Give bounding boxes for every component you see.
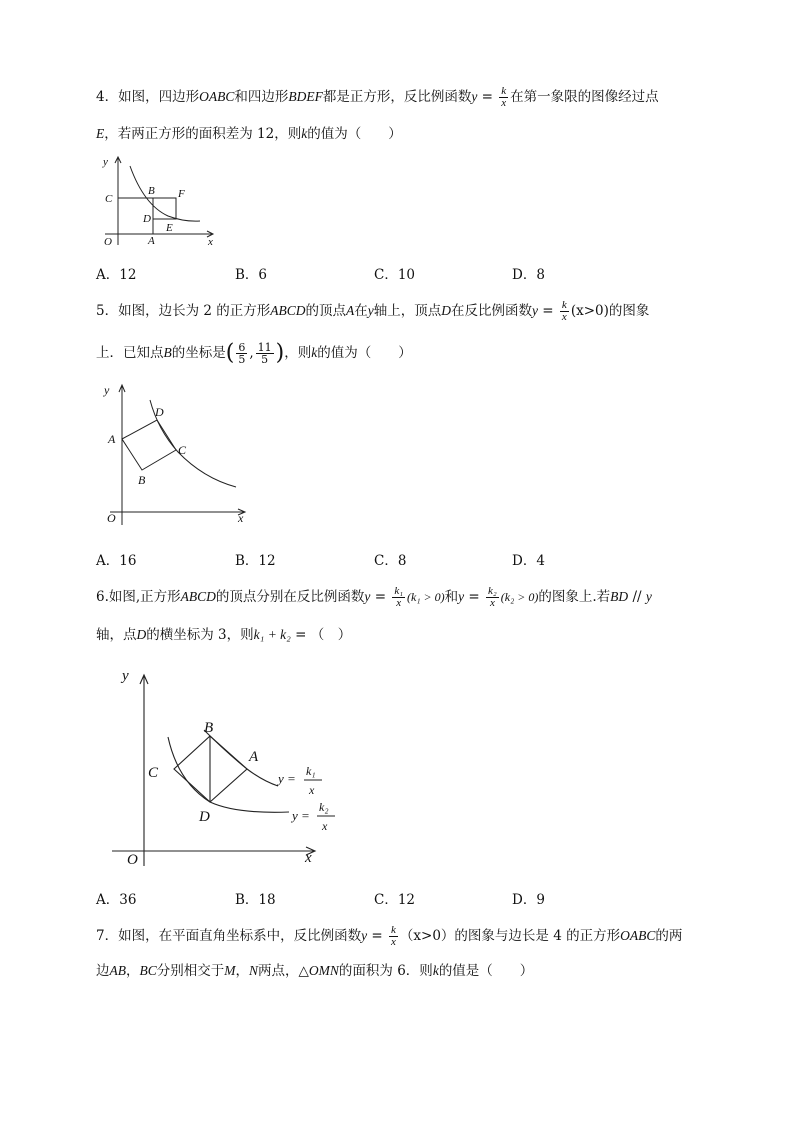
q4-frac-den: x (501, 97, 507, 109)
q5-x-arrow (238, 509, 245, 515)
q6-y-arrow (140, 675, 148, 684)
q4-e: E (96, 126, 105, 141)
q6-eq2-y: y = (292, 808, 310, 823)
q4-label-d: D (143, 213, 151, 225)
q7-line1 (96, 925, 682, 948)
q5-paren-right: ) (275, 340, 285, 366)
q5-y2: y (532, 303, 539, 318)
q6-abcd: ABCD (180, 589, 216, 604)
q5-eq: = (538, 303, 558, 319)
q4-line1 (96, 86, 659, 109)
q6-label-y: y (122, 668, 129, 684)
q6-label-a: A (249, 749, 259, 765)
q6-sum: k₁ + k₂ (253, 627, 291, 642)
q4-label-c: C (105, 193, 113, 205)
q5-label-a: A (108, 432, 116, 446)
q6-frac2-num: k₂ (488, 585, 497, 597)
q6-d: D (136, 627, 147, 642)
q7-frac-den: x (391, 936, 396, 948)
q5-line1 (96, 300, 649, 323)
q5-by-num: 11 (257, 341, 272, 354)
q4-text: 的值为（ ） (307, 126, 402, 142)
q5-text: 5．如图，边长为 2 的正方形 (96, 303, 271, 319)
q5-option-b[interactable]: B．12 (235, 553, 276, 569)
q4-label-o: O (104, 236, 112, 248)
q5-curve (150, 400, 236, 487)
q5-option-d[interactable]: D．4 (512, 553, 545, 569)
q7-k: k (432, 963, 439, 978)
q6-text: = （ ） (290, 627, 352, 643)
q5-bx-den: 5 (238, 353, 246, 366)
q4-frac-num: k (501, 85, 507, 97)
q6-text: 轴，点 (96, 627, 137, 643)
q6-frac1-den: x (396, 597, 402, 609)
q7-omn: OMN (308, 963, 339, 978)
q5-text: 在反比例函数 (451, 303, 533, 319)
q5-by-den: 5 (261, 353, 269, 366)
q6-line1 (96, 586, 652, 609)
q5-option-c[interactable]: C．8 (374, 553, 407, 569)
q5-text: 的图象 (608, 303, 650, 319)
q6-option-b[interactable]: B．18 (235, 892, 276, 908)
q4-label-a: A (148, 235, 155, 247)
q7-cond: （x>0） (399, 928, 455, 944)
q5-text: ，则 (284, 345, 312, 361)
q6-eq1-num: k₁ (306, 764, 316, 778)
q5-option-a[interactable]: A．16 (96, 553, 137, 569)
q7-text: ， (235, 963, 250, 979)
q6-y: y (364, 589, 371, 604)
q4-text: ，若两正方形的面积差为 12，则 (104, 126, 302, 142)
q6-parallel: // (628, 589, 646, 605)
q6-curve-k1 (204, 730, 278, 786)
q6-label-d: D (199, 809, 210, 825)
q5-d: D (441, 303, 452, 318)
q5-text: 的坐标是 (171, 345, 226, 361)
q6-line2 (96, 625, 351, 645)
q5-label-d: D (155, 405, 164, 419)
q6-y2: y (458, 589, 465, 604)
q7-line2 (96, 961, 533, 981)
q6-option-a[interactable]: A．36 (96, 892, 137, 908)
q4-text: 4．如图，四边形 (96, 89, 200, 105)
q4-text: 在第一象限的图像经过点 (510, 89, 659, 105)
q5-bx-num: 6 (238, 341, 246, 354)
q6-cond1: (k₁ > 0) (407, 590, 445, 604)
q5-bx-fraction (236, 342, 247, 365)
q7-eq: = (367, 928, 387, 944)
q7-text: 的两 (655, 928, 683, 944)
q5-abcd: ABCD (270, 303, 306, 318)
q7-text: 两点，△ (258, 963, 309, 979)
q6-text: 6.如图,正方形 (96, 589, 181, 605)
q6-fraction-2 (486, 586, 499, 609)
q5-frac-den: x (561, 311, 567, 323)
q5-text: 的顶点 (305, 303, 347, 319)
q6-eq2-num: k₂ (319, 800, 329, 814)
q6-label-o: O (127, 852, 138, 868)
q4-option-b[interactable]: B．6 (235, 267, 268, 283)
q6-y3: y (645, 589, 652, 604)
q4-label-y: y (103, 156, 108, 168)
q4-option-d[interactable]: D．8 (512, 267, 545, 283)
q6-text: 的顶点分别在反比例函数 (215, 589, 365, 605)
q7-n: N (249, 963, 259, 978)
q5-comma: , (249, 345, 254, 361)
q4-label-x: x (208, 236, 213, 248)
q6-eq1-den: x (309, 783, 315, 797)
q4-k: k (301, 126, 308, 141)
q6-label-b: B (204, 720, 214, 736)
q7-text: 的值是（ ） (438, 963, 534, 979)
q5-text: 上．已知点 (96, 345, 164, 361)
q5-label-x: x (238, 511, 244, 525)
q4-bdef: BDEF (288, 89, 323, 104)
q4-option-a[interactable]: A．12 (96, 267, 137, 283)
q6-fraction-1 (392, 586, 405, 609)
q4-line2 (96, 124, 402, 144)
q7-text: 的图象与边长是 4 的正方形 (454, 928, 621, 944)
q5-by-fraction (256, 342, 274, 365)
q6-text: 的图象上.若 (538, 589, 611, 605)
q5-line2 (96, 342, 412, 365)
q4-label-e: E (166, 222, 173, 234)
q6-label-c: C (148, 765, 159, 781)
q6-label-x: x (305, 850, 312, 866)
q6-eq2: = (464, 589, 485, 605)
q4-label-b: B (148, 185, 155, 197)
q6-cond2: (k₂ > 0) (500, 590, 539, 604)
q4-y-arrow (115, 157, 121, 163)
q4-curve (130, 166, 200, 221)
q7-text: 的面积为 6．则 (338, 963, 433, 979)
q6-text: 和 (444, 589, 459, 605)
q7-frac-num: k (391, 924, 396, 936)
q6-option-c[interactable]: C．12 (374, 892, 416, 908)
q5-square (122, 420, 176, 470)
q6-eq: = (370, 589, 391, 605)
q7-fraction (389, 925, 398, 948)
q7-text: ， (126, 963, 140, 979)
q5-text: 的值为（ ） (317, 345, 412, 361)
q7-text: 分别相交于 (156, 963, 225, 979)
q4-fraction (499, 86, 508, 109)
q7-y: y (361, 928, 368, 943)
q5-text: 轴上，顶点 (373, 303, 442, 319)
q5-text: 在 (354, 303, 368, 319)
q4-square-bdef (153, 198, 176, 219)
q4-option-c[interactable]: C．10 (374, 267, 416, 283)
q5-label-o: O (107, 511, 116, 525)
q5-fraction (560, 300, 569, 323)
q5-b: B (163, 345, 172, 360)
q5-frac-num: k (561, 299, 567, 311)
q6-option-d[interactable]: D．9 (512, 892, 545, 908)
q6-frac1-num: k₁ (394, 585, 404, 597)
q6-x-arrow (306, 847, 315, 855)
q4-y: y (471, 89, 478, 104)
q6-bd: BD (610, 589, 629, 604)
q4-x-arrow (207, 231, 213, 237)
q5-y-arrow (119, 385, 125, 392)
q6-text: 的横坐标为 3，则 (146, 627, 254, 643)
q4-oabc: OABC (199, 89, 235, 104)
q5-label-c: C (178, 443, 187, 457)
q7-bc: BC (139, 963, 157, 978)
q6-curve-k2 (168, 737, 289, 812)
q7-text: 7．如图，在平面直角坐标系中，反比例函数 (96, 928, 362, 944)
q4-square-oabc (118, 198, 153, 234)
q4-text: 和四边形 (234, 89, 289, 105)
q5-label-b: B (138, 473, 146, 487)
q4-text: 都是正方形，反比例函数 (322, 89, 472, 105)
q6-eq1-y: y = (278, 771, 296, 786)
q5-k: k (311, 345, 318, 360)
q5-label-y: y (104, 383, 110, 397)
q5-a: A (346, 303, 355, 318)
q7-m: M (224, 963, 236, 978)
q5-cond: (x>0) (570, 303, 609, 319)
q6-eq2-den: x (322, 819, 328, 833)
q7-oabc: OABC (620, 928, 656, 943)
q6-frac2-den: x (489, 597, 495, 609)
q7-text: 边 (96, 963, 110, 979)
q5-paren-left: ( (225, 340, 235, 366)
q7-ab: AB (109, 963, 126, 978)
q5-y: y (367, 303, 374, 318)
q4-eq: = (477, 89, 498, 105)
q6-square (174, 736, 247, 802)
q4-label-f: F (178, 188, 185, 200)
